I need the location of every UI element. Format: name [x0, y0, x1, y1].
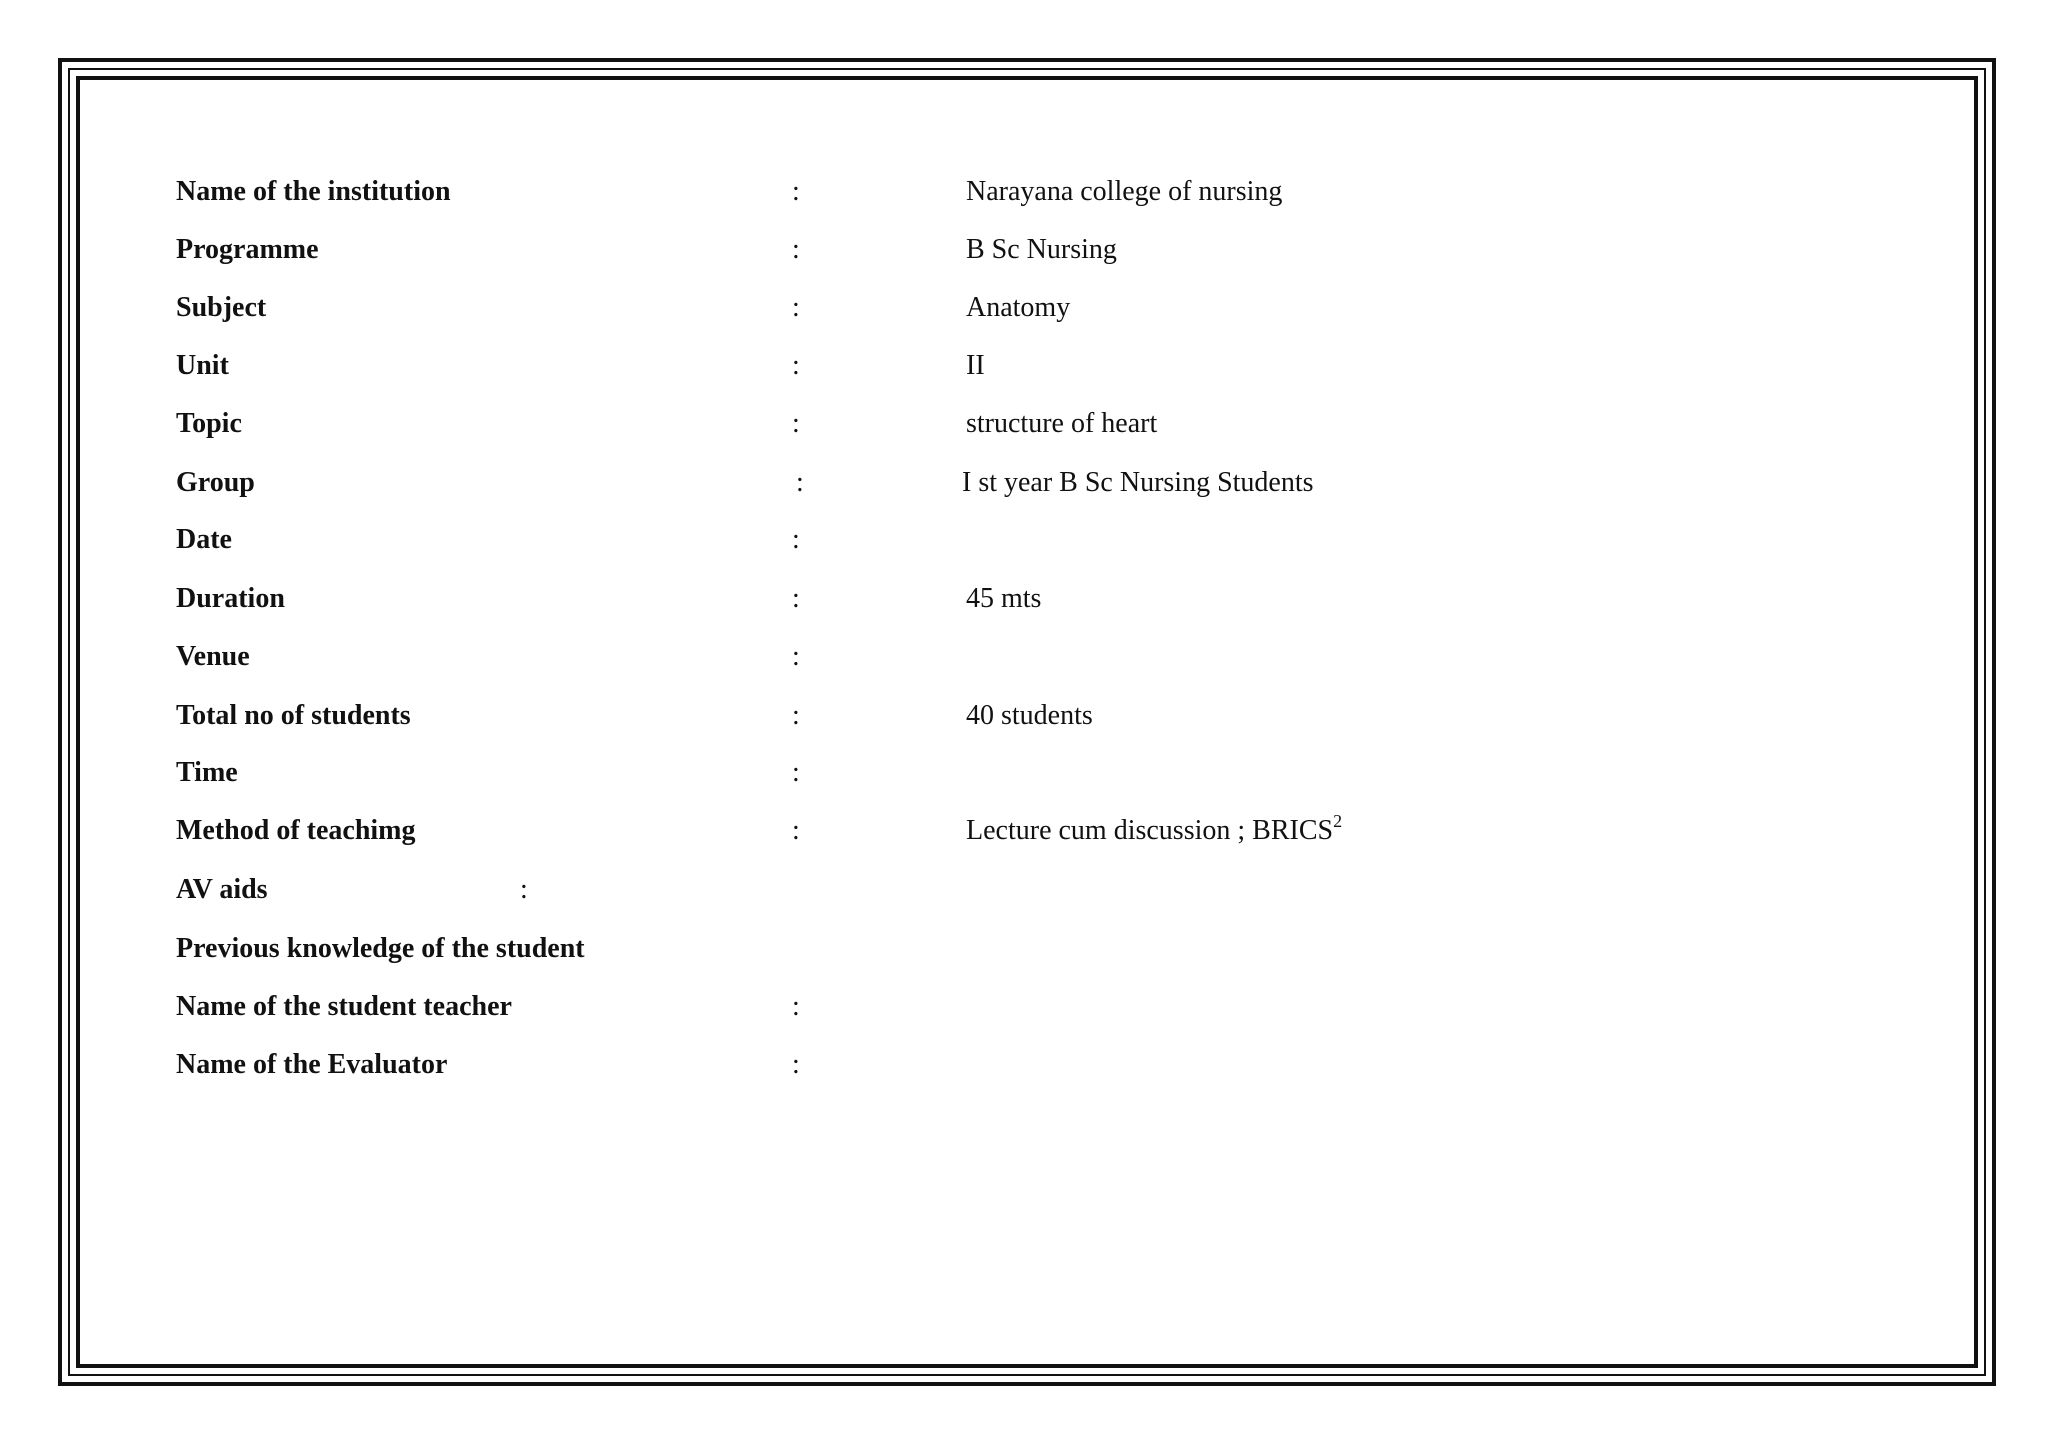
field-colon: :: [792, 176, 800, 207]
field-colon: :: [520, 874, 528, 905]
field-value: 45 mts: [966, 583, 1042, 614]
field-colon: :: [792, 700, 800, 731]
field-label: Venue: [176, 641, 250, 672]
field-label: AV aids: [176, 874, 268, 905]
field-colon: :: [792, 350, 800, 381]
field-label: Programme: [176, 234, 319, 265]
field-value-text: Lecture cum discussion ; BRICS: [966, 815, 1334, 846]
field-colon: :: [792, 1049, 800, 1080]
field-colon: :: [792, 408, 800, 439]
field-label: Unit: [176, 350, 229, 381]
field-value: [966, 811, 1342, 851]
field-value: II: [966, 350, 985, 381]
field-value: Narayana college of nursing: [966, 176, 1283, 207]
field-label: Duration: [176, 583, 285, 614]
field-value: structure of heart: [966, 408, 1158, 439]
field-label: Name of the student teacher: [176, 991, 512, 1022]
field-colon: :: [792, 583, 800, 614]
field-colon: :: [792, 292, 800, 323]
field-label: Total no of students: [176, 700, 411, 731]
field-colon: :: [792, 815, 800, 846]
field-colon: :: [796, 467, 804, 498]
field-colon: :: [792, 641, 800, 672]
field-label: Subject: [176, 292, 267, 323]
field-colon: :: [792, 757, 800, 788]
field-label: Date: [176, 524, 232, 555]
field-label: Name of the institution: [176, 176, 451, 207]
superscript: 2: [1333, 811, 1343, 831]
field-colon: :: [792, 524, 800, 555]
field-label: Topic: [176, 408, 242, 439]
field-label: Group: [176, 467, 255, 498]
field-label: Method of teachimg: [176, 815, 416, 846]
field-value: I st year B Sc Nursing Students: [962, 467, 1314, 498]
field-colon: :: [792, 234, 800, 265]
field-value: Anatomy: [966, 292, 1071, 323]
field-colon: :: [792, 991, 800, 1022]
field-value: B Sc Nursing: [966, 234, 1117, 265]
field-label: Previous knowledge of the student: [176, 933, 585, 964]
field-label: Name of the Evaluator: [176, 1049, 448, 1080]
field-label: Time: [176, 757, 238, 788]
field-value: 40 students: [966, 700, 1093, 731]
